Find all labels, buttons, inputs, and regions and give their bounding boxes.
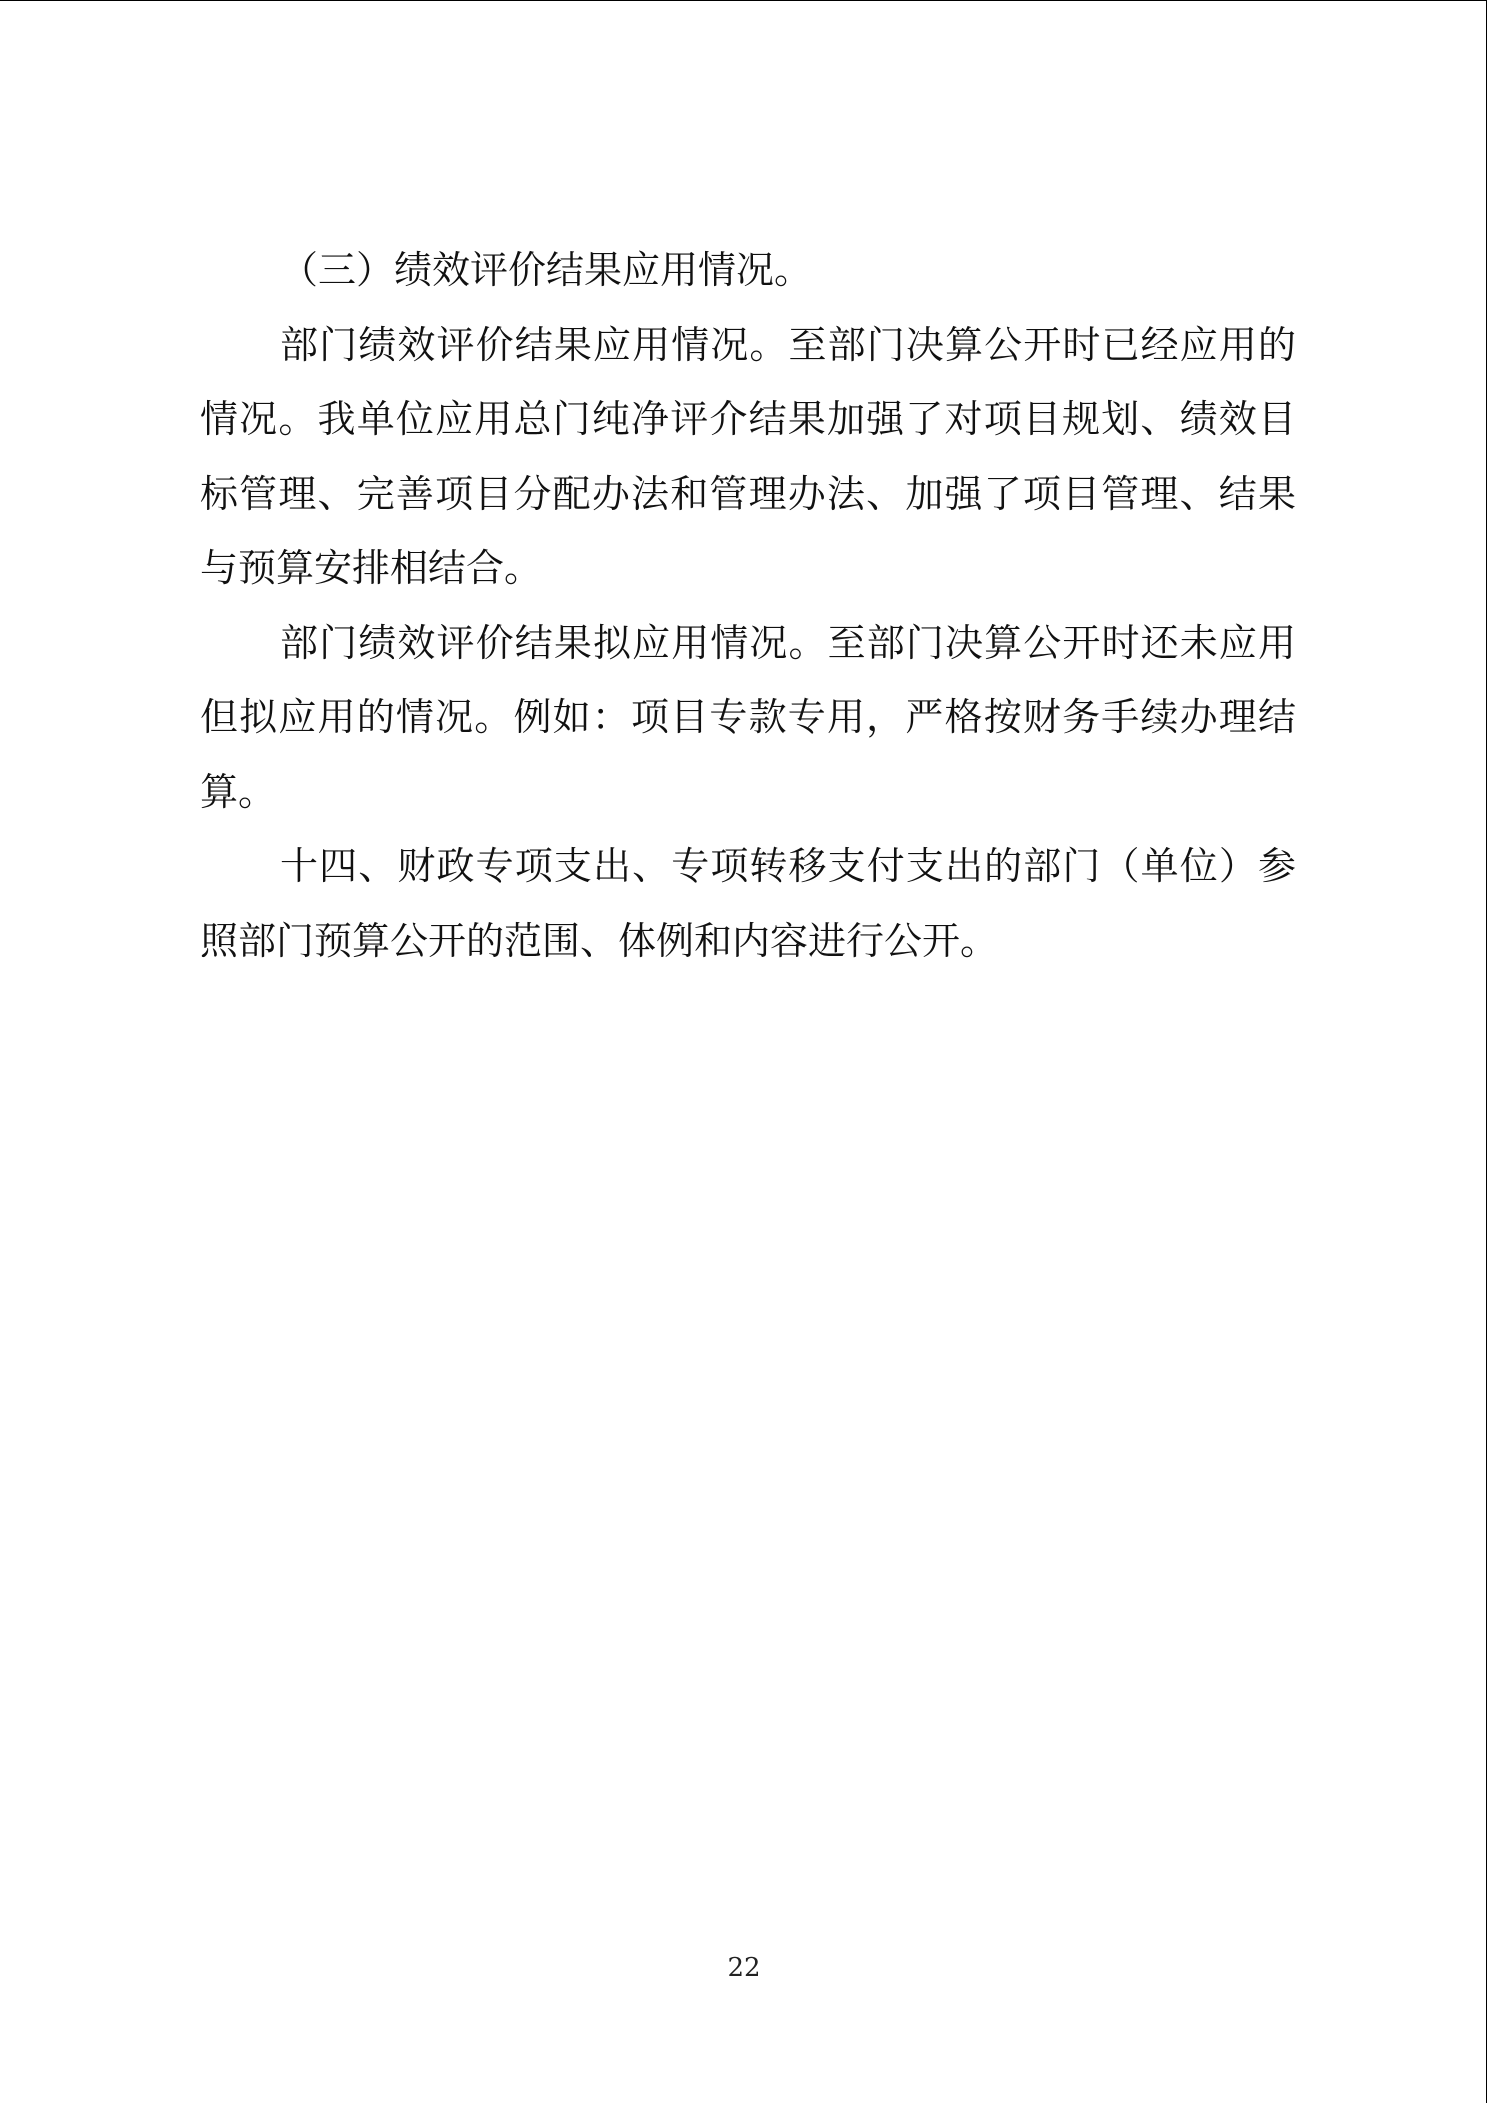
document-body: [200, 233, 1296, 978]
section-heading: （三）绩效评价结果应用情况。: [280, 248, 813, 292]
page-number: 22: [727, 1953, 761, 1983]
paragraph-planned-results: 部门绩效评价结果拟应用情况。至部门决算公开时还未应用但拟应用的情况。例如：项目专款专用，严格按财务手续办理结算。: [200, 620, 1296, 814]
paragraph-applied-results: 部门绩效评价结果应用情况。至部门决算公开时已经应用的情况。我单位应用总门纯净评介结果加强了对项目规划、绩效目标管理、完善项目分配办法和管理办法、加强了项目管理、结果与预算安排相结合。: [200, 322, 1296, 590]
paragraph-section-fourteen: 十四、财政专项支出、专项转移支付支出的部门（单位）参照部门预算公开的范围、体例和内容进行公开。: [200, 844, 1296, 963]
